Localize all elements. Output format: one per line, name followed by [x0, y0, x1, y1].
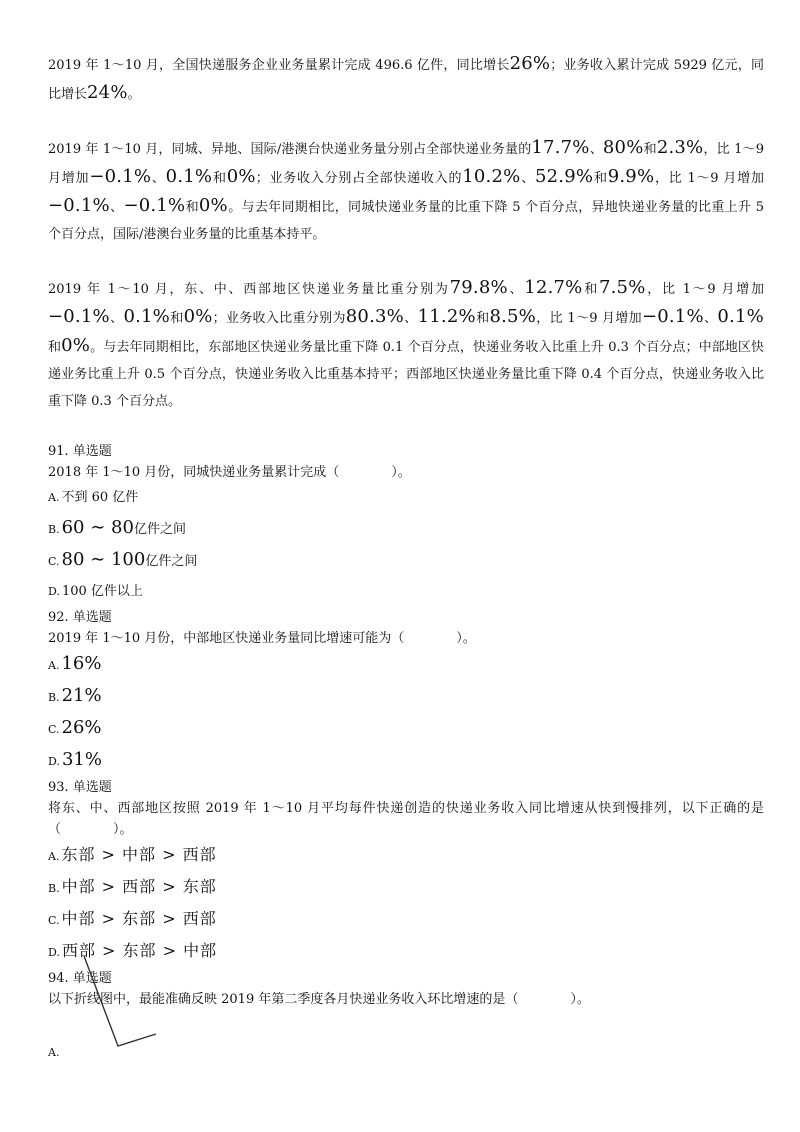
text-run: 不到 60 亿件	[61, 490, 139, 505]
math-value: 0.1%	[123, 306, 170, 327]
text-run: ，比 1～9 月增加	[645, 282, 765, 297]
line-chart-sketch	[76, 950, 176, 1050]
question-stem: 将东、中、西部地区按照 2019 年 1～10 月平均每件快递创造的快递业务收入同比增速从快到慢排列，以下正确的是（ ）。	[48, 801, 764, 837]
answer-option[interactable]	[48, 840, 764, 872]
question-stem: 2018 年 1～10 月份，同城快递业务量累计完成（ ）。	[48, 465, 411, 480]
text-run: 和	[185, 200, 199, 215]
answer-option[interactable]	[48, 745, 764, 777]
option-label: A.	[48, 491, 60, 504]
math-value: 9.9%	[607, 166, 655, 187]
math-value: −0.1%	[48, 306, 110, 327]
math-value: 8.5%	[489, 306, 536, 327]
question-number: 92. 单选题	[48, 610, 112, 625]
text-run: 、	[151, 171, 166, 186]
option-label: D.	[48, 755, 60, 768]
answer-option[interactable]	[48, 483, 764, 513]
math-value: 80%	[602, 137, 644, 158]
question	[48, 607, 764, 777]
math-value: −0.1%	[89, 166, 152, 187]
math-value: 80 ∼ 100	[61, 549, 146, 570]
text-run: 和	[593, 171, 608, 186]
math-value: 2.3%	[656, 137, 704, 158]
option-label: C.	[48, 914, 60, 927]
math-value: 0%	[226, 166, 256, 187]
text-run: 。与去年同期相比，东部地区快递业务量比重下降 0.1 个百分点，快递业务收入比重上升 0.3 个百分点；中部地区快递业务比重上升 0.5 个百分点，快递业务收入比重基本持平；西部地区快递业务量比重下降 0.4 个百分点，快递业务收入比重下降 0.3 个百分点。	[48, 340, 764, 409]
option-label: B.	[48, 523, 60, 536]
answer-option[interactable]	[48, 872, 764, 904]
answer-option[interactable]	[48, 649, 764, 681]
option-label: B.	[48, 882, 60, 895]
ranking-text: 中部 > 东部 > 西部	[61, 909, 217, 928]
text-run: ；业务收入比重分别为	[212, 311, 346, 326]
text-run: 和	[169, 311, 184, 326]
text-run: 100 亿件以上	[61, 584, 143, 599]
option-label: D.	[48, 946, 60, 959]
text-run: ，比 1～9 月增加	[48, 142, 764, 186]
option-label: A.	[48, 659, 60, 672]
text-run: ；业务收入分别占全部快递收入的	[255, 171, 463, 186]
text-run: ，比 1～9 月增加	[654, 171, 764, 186]
math-value: 24%	[87, 82, 128, 103]
math-value: 26%	[509, 53, 551, 74]
math-value: 12.7%	[524, 277, 583, 298]
math-value: 0%	[183, 306, 213, 327]
math-value: 31%	[61, 749, 102, 770]
answer-option[interactable]	[48, 713, 764, 745]
text-run: 2019 年 1～10 月，同城、异地、国际/港澳台快递业务量分别占全部快递业务量的	[48, 142, 532, 157]
text-run: 和	[582, 282, 599, 297]
text-run: 2019 年 1～10 月，东、中、西部地区快递业务量比重分别为	[48, 282, 450, 297]
math-value: 17.7%	[531, 137, 590, 158]
math-value: 0.1%	[717, 306, 764, 327]
math-value: 11.2%	[417, 306, 476, 327]
text-run: ，比 1～9 月增加	[535, 311, 642, 326]
text-run: 亿件之间	[133, 522, 186, 537]
text-run: ；业务收入累计完成 5929 亿元，同比增长	[48, 58, 764, 102]
text-run: 、	[403, 311, 418, 326]
text-run: 、	[109, 311, 124, 326]
math-value: 7.5%	[598, 277, 646, 298]
math-value: 26%	[61, 717, 102, 738]
option-label: B.	[48, 691, 60, 704]
passage	[48, 50, 764, 415]
math-value: 0.1%	[165, 166, 213, 187]
text-run: 、	[703, 311, 718, 326]
answer-option[interactable]	[48, 545, 764, 577]
math-value: 80.3%	[345, 306, 404, 327]
text-run: 、	[507, 282, 525, 297]
paragraph	[48, 134, 764, 248]
question-number: 93. 单选题	[48, 780, 112, 795]
text-run: 、	[520, 171, 535, 186]
question	[48, 777, 764, 968]
question-stem: 以下折线图中，最能准确反映 2019 年第二季度各月快递业务收入环比增速的是（ ）。	[48, 992, 590, 1007]
math-value: 0%	[61, 335, 91, 356]
answer-option[interactable]	[48, 904, 764, 936]
math-value: 60 ∼ 80	[61, 517, 134, 538]
math-value: −0.1%	[48, 195, 110, 216]
math-value: −0.1%	[123, 195, 186, 216]
text-run: 、	[109, 200, 124, 215]
text-run: 亿件之间	[145, 554, 198, 569]
option-label: C.	[48, 555, 60, 568]
question-number: 94. 单选题	[48, 971, 112, 986]
math-value: 21%	[61, 685, 102, 706]
answer-option[interactable]	[48, 577, 764, 607]
math-value: 79.8%	[449, 277, 508, 298]
text-run: 和	[212, 171, 227, 186]
answer-option[interactable]	[48, 513, 764, 545]
ranking-text: 东部 > 中部 > 西部	[61, 845, 217, 864]
document-page	[48, 50, 764, 1010]
math-value: 10.2%	[462, 166, 521, 187]
text-run: 和	[48, 340, 62, 355]
chart-line	[84, 956, 156, 1046]
math-value: 52.9%	[534, 166, 594, 187]
option-label: D.	[48, 585, 60, 598]
math-value: −0.1%	[641, 306, 704, 327]
paragraph	[48, 274, 764, 415]
option-label: A.	[48, 1046, 60, 1059]
text-run: 和	[475, 311, 490, 326]
text-run: 、	[589, 142, 603, 157]
text-run: 。与去年同期相比，同城快递业务量的比重下降 5 个百分点，异地快递业务量的比重上升 5 个百分点，国际/港澳台业务量的比重基本持平。	[48, 200, 764, 242]
text-run: 。	[127, 87, 141, 102]
text-run: 2019 年 1～10 月，全国快递服务企业业务量累计完成 496.6 亿件，同比增长	[48, 58, 510, 73]
ranking-text: 西部 > 东部 > 中部	[61, 941, 218, 960]
question	[48, 441, 764, 607]
text-run: 和	[643, 142, 657, 157]
paragraph	[48, 50, 764, 108]
question-stem: 2019 年 1～10 月份，中部地区快递业务量同比增速可能为（ ）。	[48, 631, 476, 646]
questions	[48, 441, 764, 1010]
option-a-line-chart[interactable]	[48, 950, 168, 1060]
option-label: A.	[48, 850, 60, 863]
answer-option[interactable]	[48, 681, 764, 713]
ranking-text: 中部 > 西部 > 东部	[61, 877, 217, 896]
math-value: 0%	[198, 195, 228, 216]
question-number: 91. 单选题	[48, 444, 112, 459]
option-label: C.	[48, 723, 60, 736]
math-value: 16%	[61, 653, 102, 674]
